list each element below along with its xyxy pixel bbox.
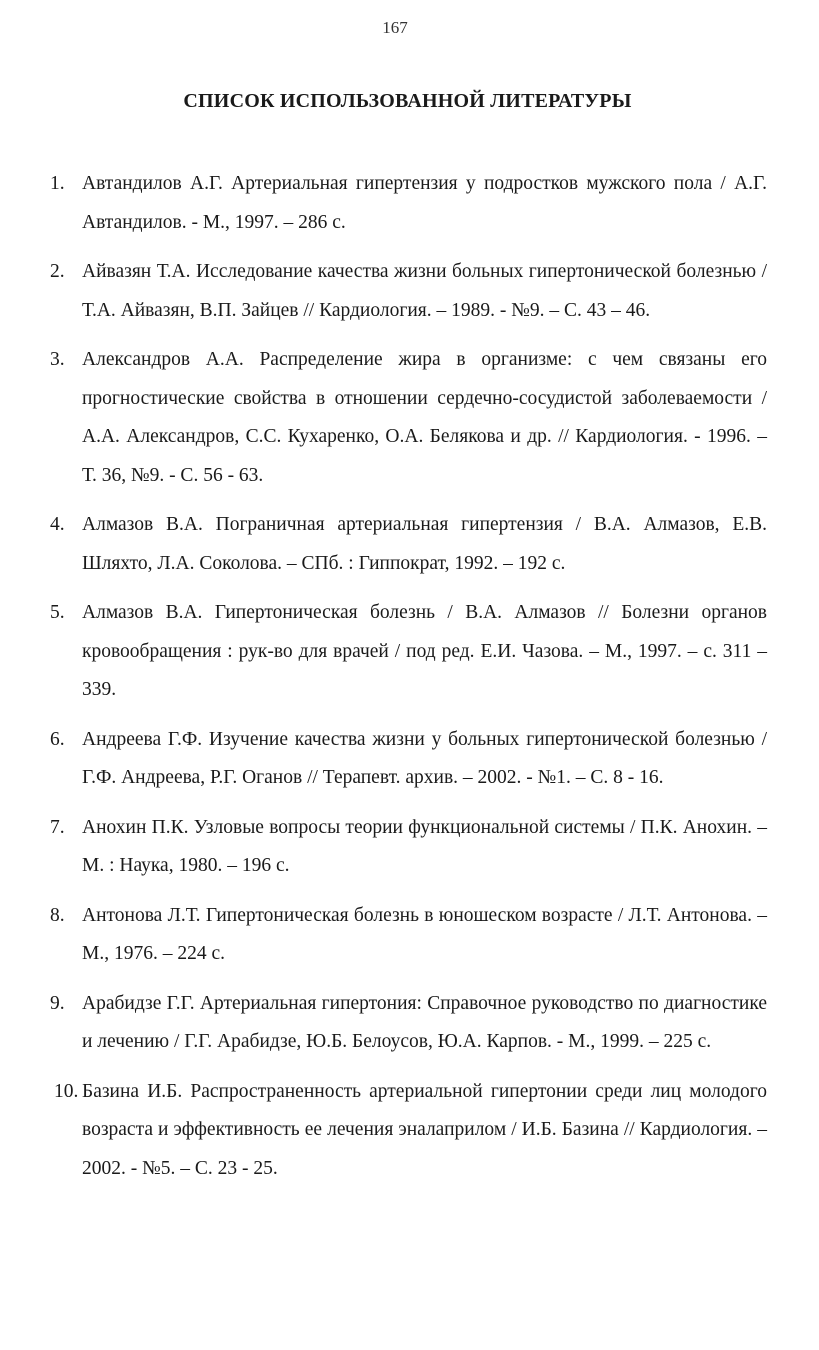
reference-number: 5. xyxy=(50,602,65,623)
reference-number: 3. xyxy=(50,349,65,370)
reference-number: 8. xyxy=(50,904,65,926)
reference-text: Анохин П.К. Узловые вопросы теории функциональной системы / П.К. Анохин. – М. : Наука, 1980. – 196 с. xyxy=(82,816,767,876)
reference-number: 2. xyxy=(50,261,65,282)
reference-text: Алмазов В.А. Гипертоническая болезнь / В.А. Алмазов // Болезни органов кровообращения : рук-во для врачей / под ред. Е.И. Чазова. – М., 1997. – с. 311 – 339. xyxy=(82,602,767,700)
reference-text: Айвазян Т.А. Исследование качества жизни больных гипертонической болезнью / Т.А. Айвазян, В.П. Зайцев // Кардиология. – 1989. - №9. – С. 43 – 46. xyxy=(82,261,767,321)
reference-item xyxy=(46,1073,767,1189)
reference-number: 6. xyxy=(50,728,65,750)
page-title: СПИСОК ИСПОЛЬЗОВАННОЙ ЛИТЕРАТУРЫ xyxy=(183,90,632,112)
reference-text: Базина И.Б. Распространенность артериальной гипертонии среди лиц молодого возраста и эффективность ее лечения эналаприлом / И.Б. Базина // Кардиология. – 2002. - №5. – С. 23 - 25. xyxy=(82,1080,767,1179)
reference-text: Андреева Г.Ф. Изучение качества жизни у больных гипертонической болезнью / Г.Ф. Андреева, Р.Г. Оганов // Терапевт. архив. – 2002. - №1. – С. 8 - 16. xyxy=(82,728,767,788)
reference-text: Автандилов А.Г. Артериальная гипертензия у подростков мужского пола / А.Г. Автандилов. - М., 1997. – 286 с. xyxy=(82,173,767,233)
reference-item xyxy=(46,897,767,974)
reference-item xyxy=(46,721,767,798)
reference-text: Алмазов В.А. Пограничная артериальная гипертензия / В.А. Алмазов, Е.В. Шляхто, Л.А. Соколова. – СПб. : Гиппократ, 1992. – 192 с. xyxy=(82,514,767,574)
reference-list xyxy=(46,165,767,1199)
reference-item xyxy=(46,341,767,495)
reference-number: 7. xyxy=(50,816,65,838)
page-number: 167 xyxy=(382,18,408,37)
reference-item xyxy=(46,985,767,1062)
reference-text: Александров А.А. Распределение жира в организме: с чем связаны его прогностические свойства в отношении сердечно-сосудистой заболеваемости / А.А. Александров, С.С. Кухаренко, О.А. Белякова и др. // Кардиология. - 1996. – Т. 36, №9. - С. 56 - 63. xyxy=(82,349,767,486)
reference-item xyxy=(46,165,767,242)
reference-text: Антонова Л.Т. Гипертоническая болезнь в юношеском возрасте / Л.Т. Антонова. – М., 1976. – 224 с. xyxy=(82,904,767,964)
reference-item xyxy=(46,594,767,710)
reference-item xyxy=(46,253,767,330)
reference-number: 4. xyxy=(50,514,65,535)
reference-number: 10. xyxy=(54,1080,79,1102)
reference-text: Арабидзе Г.Г. Артериальная гипертония: Справочное руководство по диагностике и лечению / Г.Г. Арабидзе, Ю.Б. Белоусов, Ю.А. Карпов. - М., 1999. – 225 с. xyxy=(82,992,767,1052)
reference-item xyxy=(46,506,767,583)
reference-item xyxy=(46,809,767,886)
reference-number: 1. xyxy=(50,173,65,194)
reference-number: 9. xyxy=(50,992,65,1014)
